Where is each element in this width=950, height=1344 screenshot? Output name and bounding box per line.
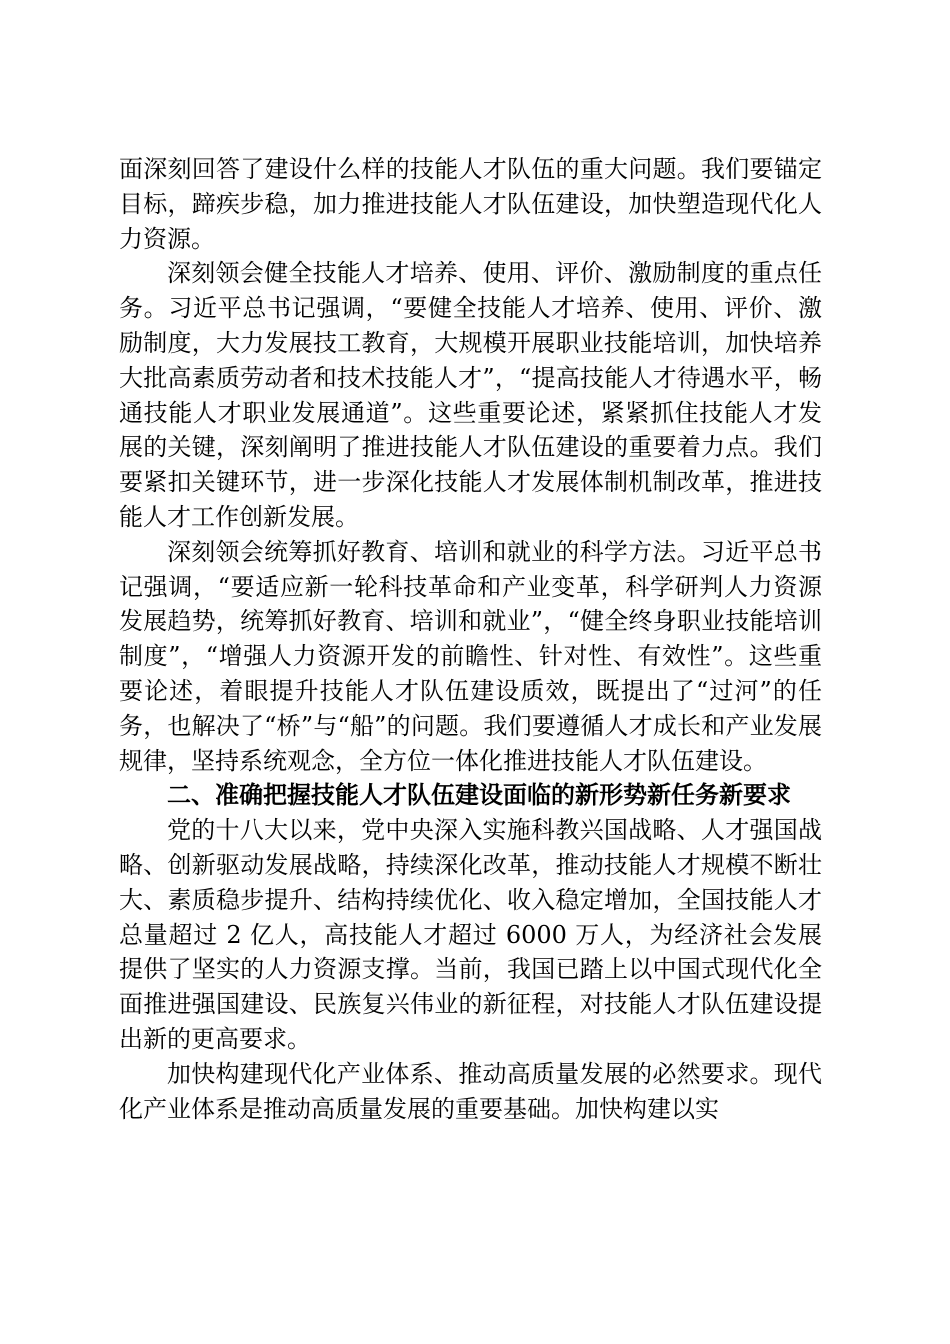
document-page: [119, 152, 822, 1126]
paragraph-training-system: 深刻领会健全技能人才培养、使用、评价、激励制度的重点任务。习近平总书记强调，“要健全技能人才培养、使用、评价、激励制度，大力发展技工教育，大规模开展职业技能培训，加快培养大批高素质劳动者和技术技能人才”，“提高技能人才待遇水平，畅通技能人才职业发展通道”。这些重要论述，紧紧抓住技能人才发展的关键，深刻阐明了推进技能人才队伍建设的重要着力点。我们要紧扣关键环节，进一步深化技能人才发展体制机制改革，推进技能人才工作创新发展。: [119, 259, 822, 531]
paragraph-modern-industrial-system: 加快构建现代化产业体系、推动高质量发展的必然要求。现代化产业体系是推动高质量发展的重要基础。加快构建以实: [119, 1059, 822, 1123]
paragraph-education-training-employment: 深刻领会统筹抓好教育、培训和就业的科学方法。习近平总书记强调，“要适应新一轮科技革命和产业变革，科学研判人力资源发展趋势，统筹抓好教育、培训和就业”，“健全终身职业技能培训制度”，“增强人力资源开发的前瞻性、针对性、有效性”。这些重要论述，着眼提升技能人才队伍建设质效，既提出了“过河”的任务，也解决了“桥”与“船”的问题。我们要遵循人才成长和产业发展规律，坚持系统观念，全方位一体化推进技能人才队伍建设。: [119, 537, 822, 775]
paragraph-continuation: 面深刻回答了建设什么样的技能人才队伍的重大问题。我们要锚定目标，蹄疾步稳，加力推进技能人才队伍建设，加快塑造现代化人力资源。: [119, 155, 822, 253]
section-heading: 二、准确把握技能人才队伍建设面临的新形势新任务新要求: [167, 781, 791, 810]
paragraph-since-18th-congress: 党的十八大以来，党中央深入实施科教兴国战略、人才强国战略、创新驱动发展战略，持续深化改革，推动技能人才规模不断壮大、素质稳步提升、结构持续优化、收入稳定增加，全国技能人才总量超过 2 亿人，高技能人才超过 6000 万人，为经济社会发展提供了坚实的人力资源支撑。当前，我国已踏上以中国式现代化全面推进强国建设、民族复兴伟业的新征程，对技能人才队伍建设提出新的更高要求。: [119, 816, 822, 1053]
